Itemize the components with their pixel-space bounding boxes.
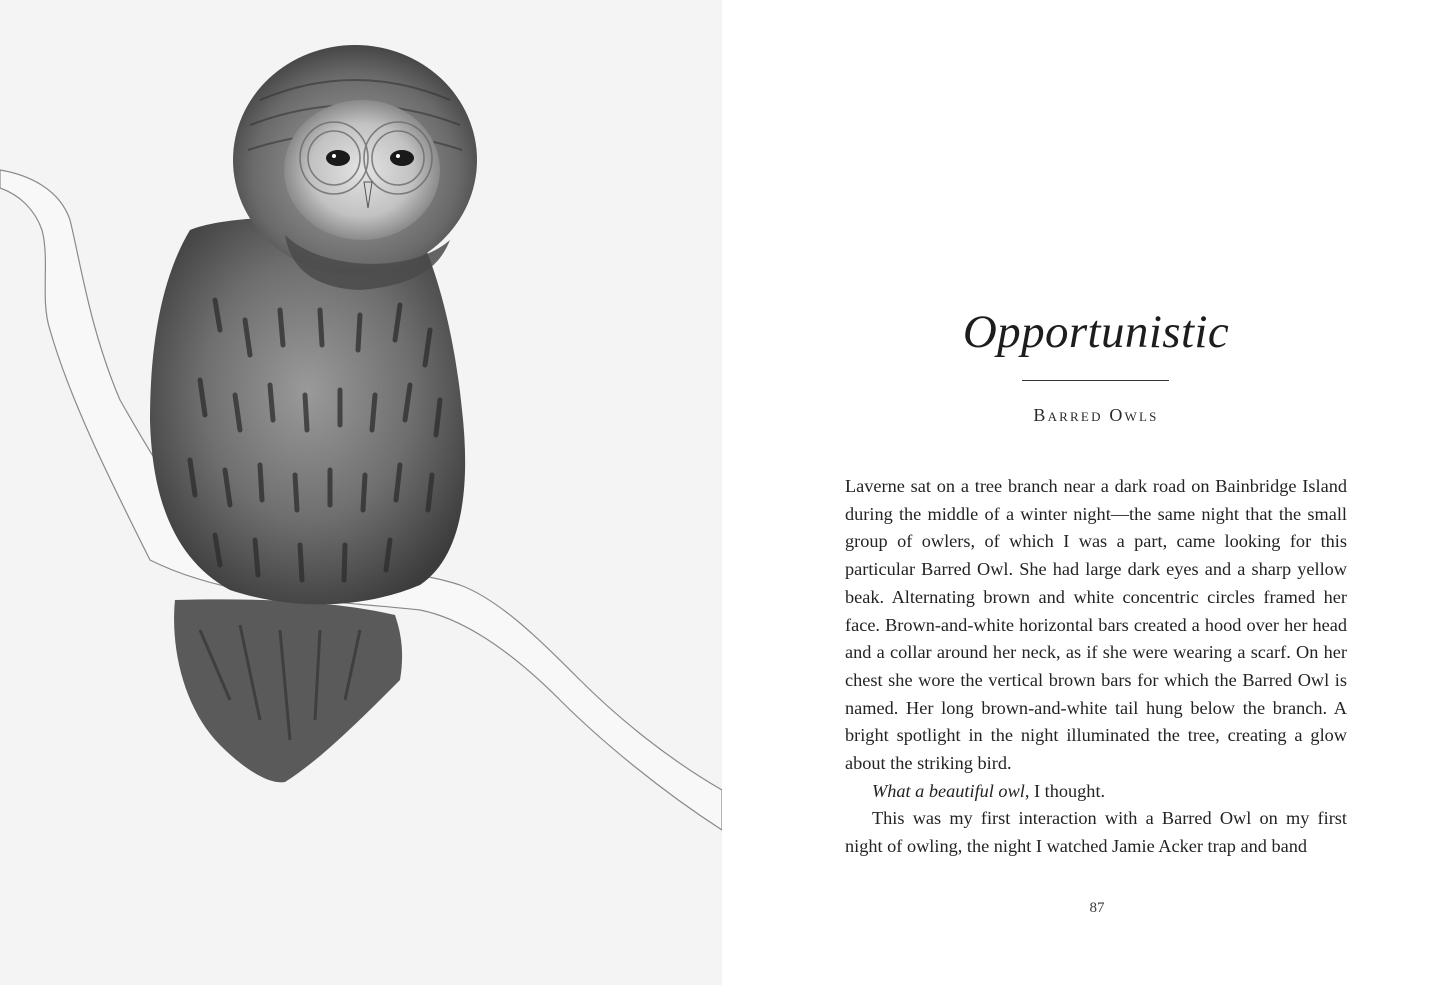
title-divider	[1022, 380, 1169, 381]
owl-facial-disc	[284, 100, 440, 240]
owl-left-eye	[326, 150, 350, 166]
chapter-title: Opportunistic	[962, 306, 1230, 358]
body-paragraph-2-rest: , I thought.	[1024, 780, 1106, 801]
text-page	[722, 0, 1445, 985]
body-paragraph-2-italic: What a beautiful owl	[872, 780, 1025, 801]
illustration-page	[0, 0, 722, 985]
body-paragraph-2	[845, 778, 1347, 806]
chapter-title-block	[846, 302, 1346, 362]
body-paragraph-3: This was my first interaction with a Barred Owl on my first night of owling, the night I watched Jamie Acker trap and band	[845, 808, 1347, 857]
chapter-subtitle: Barred Owls	[1033, 405, 1159, 425]
owl-right-eye	[390, 150, 414, 166]
page-number: 87	[1089, 900, 1105, 916]
barred-owl-illustration	[0, 0, 722, 985]
body-text	[845, 473, 1347, 861]
body-paragraph-1: Laverne sat on a tree branch near a dark road on Bainbridge Island during the middle of a winter night—the same night that the small group of owlers, of which I was a part, came looking for this particular Barred Owl. She had large dark eyes and a sharp yellow beak. Alternating brown and white concentric circles framed her face. Brown-and-white horizontal bars created a hood over her head and a collar around her neck, as if she were wearing a scarf. On her chest she wore the vertical brown bars for which the Barred Owl is named. Her long brown-and-white tail hung below the branch. A bright spotlight in the night illuminated the tree, creating a glow about the striking bird.	[845, 476, 1347, 774]
owl-tail	[174, 599, 402, 782]
